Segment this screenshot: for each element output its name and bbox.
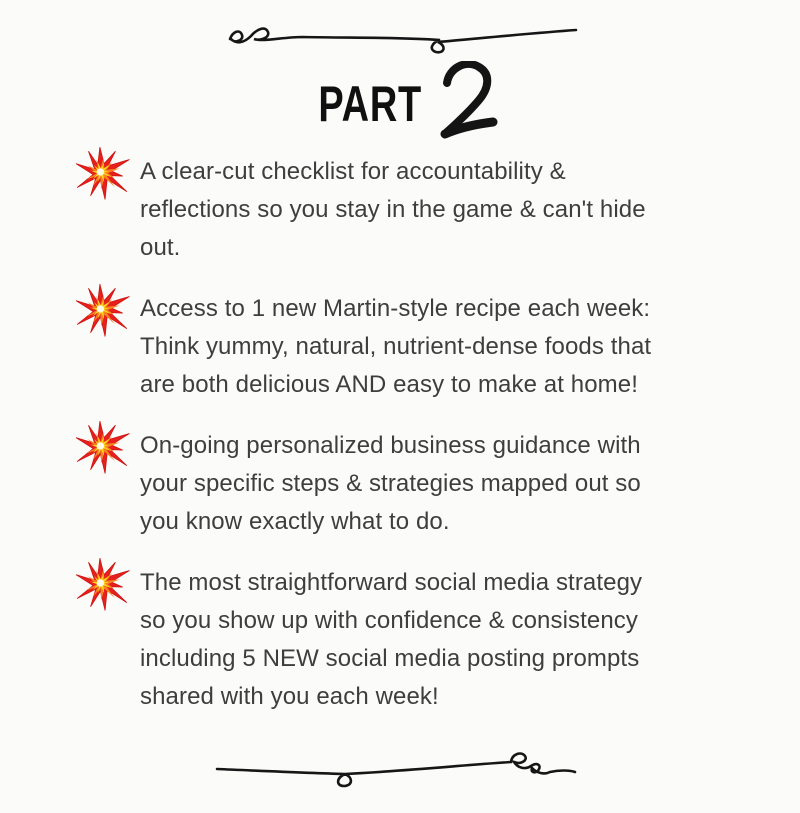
bullet-text — [140, 290, 651, 404]
title-number-2-brush-icon — [440, 61, 498, 139]
bullet-text-line: The most straightforward social media strategy — [140, 569, 643, 596]
bullet-list — [76, 153, 800, 716]
bullet-text-line: including 5 NEW social media posting prompts — [140, 645, 640, 672]
list-item — [76, 153, 800, 267]
bullet-text-line: out. — [140, 234, 181, 261]
bullet-text-line: shared with you each week! — [140, 683, 439, 710]
bullet-text-line: A clear-cut checklist for accountability & — [140, 158, 566, 185]
starburst-explosion-icon — [76, 283, 130, 337]
bullet-text-line: so you show up with confidence & consistency — [140, 607, 639, 634]
list-item — [76, 564, 800, 716]
bullet-text — [140, 153, 646, 267]
top-flourish-swirl-icon — [218, 13, 582, 61]
page-title — [0, 65, 800, 135]
bullet-text-line: you know exactly what to do. — [140, 508, 450, 535]
title-part-label: PART — [318, 76, 422, 132]
starburst-explosion-icon — [76, 146, 130, 200]
bullet-text-line: On-going personalized business guidance with — [140, 432, 641, 459]
bullet-text-line: your specific steps & strategies mapped out so — [140, 470, 641, 497]
bullet-text — [140, 427, 641, 541]
bullet-text-line: reflections so you stay in the game & can't hide — [140, 196, 646, 223]
bullet-text — [140, 564, 642, 716]
bullet-text-line: Access to 1 new Martin-style recipe each week: — [140, 295, 651, 322]
bullet-text-line: are both delicious AND easy to make at home! — [140, 371, 638, 398]
starburst-explosion-icon — [76, 557, 130, 611]
bullet-text-line: Think yummy, natural, nutrient-dense foods that — [140, 333, 652, 360]
starburst-explosion-icon — [76, 420, 130, 474]
list-item — [76, 427, 800, 541]
flyer-page — [0, 13, 800, 813]
list-item — [76, 290, 800, 404]
bottom-flourish-swirl-icon — [215, 742, 585, 792]
